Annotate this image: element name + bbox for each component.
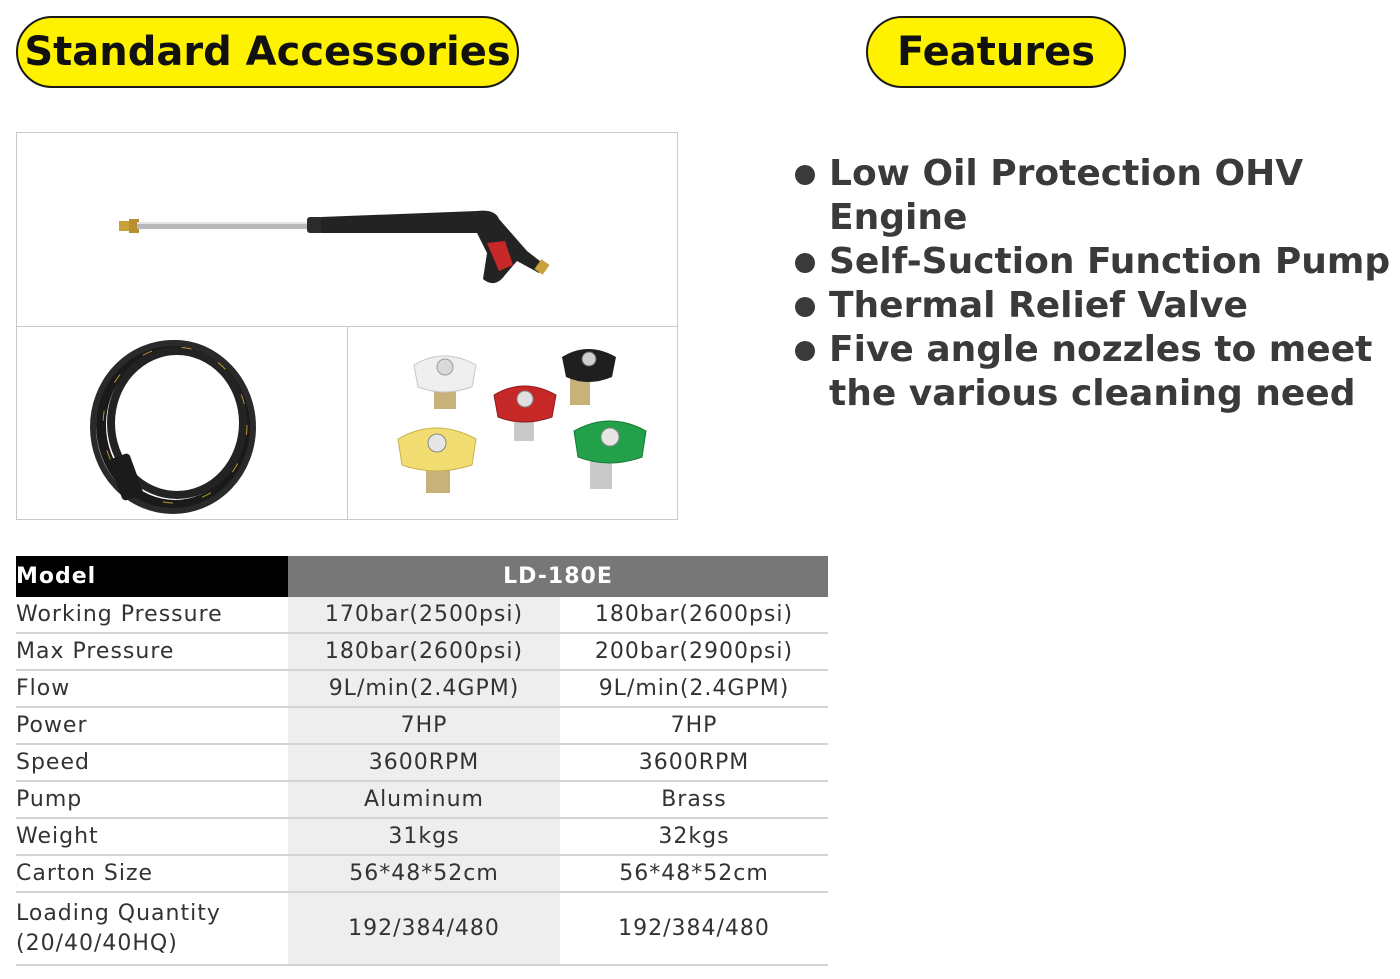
red-nozzle-icon: [494, 386, 556, 441]
header-model-name: LD-180E: [288, 556, 828, 597]
row-value-1: 9L/min(2.4GPM): [288, 670, 560, 707]
table-row: [16, 707, 828, 744]
feature-text: Low Oil Protection OHV Engine: [829, 153, 1304, 238]
row-value-1: 7HP: [288, 707, 560, 744]
row-value-1: 180bar(2600psi): [288, 633, 560, 670]
features-heading: [866, 16, 1126, 88]
row-value-2: 3600RPM: [560, 744, 828, 781]
row-value-2: 56*48*52cm: [560, 855, 828, 892]
row-value-2: 192/384/480: [560, 892, 828, 965]
yellow-nozzle-icon: [398, 428, 476, 493]
table-row: [16, 670, 828, 707]
nozzles-image: [347, 326, 678, 520]
feature-text: Five angle nozzles to meet the various cleaning need: [829, 329, 1373, 414]
standard-accessories-title: Standard Accessories: [24, 29, 511, 75]
table-row: [16, 855, 828, 892]
row-label: Flow: [16, 670, 288, 707]
row-label: Weight: [16, 818, 288, 855]
feature-item: [795, 328, 1395, 416]
bullet-icon: [795, 253, 815, 273]
row-label: Working Pressure: [16, 597, 288, 633]
bullet-icon: [795, 341, 815, 361]
table-row: [16, 633, 828, 670]
row-value-1: 192/384/480: [288, 892, 560, 965]
row-value-2: 32kgs: [560, 818, 828, 855]
features-title: Features: [896, 29, 1096, 75]
spray-gun-image: [16, 132, 678, 327]
spray-gun-icon: [17, 133, 677, 326]
row-value-1: 3600RPM: [288, 744, 560, 781]
row-label: Power: [16, 707, 288, 744]
feature-item: [795, 152, 1395, 240]
table-row: [16, 818, 828, 855]
bullet-icon: [795, 297, 815, 317]
row-value-2: 7HP: [560, 707, 828, 744]
row-value-2: 9L/min(2.4GPM): [560, 670, 828, 707]
row-label: Max Pressure: [16, 633, 288, 670]
nozzles-icon: [348, 327, 677, 519]
table-row: [16, 781, 828, 818]
row-value-1: 170bar(2500psi): [288, 597, 560, 633]
table-row: [16, 744, 828, 781]
table-row: [16, 597, 828, 633]
feature-text: Self-Suction Function Pump: [829, 241, 1391, 282]
feature-item: [795, 240, 1395, 284]
bullet-icon: [795, 165, 815, 185]
features-list: [795, 152, 1395, 416]
feature-text: Thermal Relief Valve: [829, 285, 1248, 326]
row-value-1: 56*48*52cm: [288, 855, 560, 892]
table-header-row: [16, 556, 828, 597]
spec-table: [16, 556, 828, 966]
feature-item: [795, 284, 1395, 328]
hose-image: [16, 326, 348, 520]
hose-icon: [17, 327, 347, 519]
table-row: [16, 892, 828, 965]
row-value-1: Aluminum: [288, 781, 560, 818]
header-model-label: Model: [16, 556, 288, 597]
green-nozzle-icon: [574, 421, 646, 489]
row-value-2: 180bar(2600psi): [560, 597, 828, 633]
row-label: Speed: [16, 744, 288, 781]
black-nozzle-icon: [562, 349, 616, 405]
row-value-1: 31kgs: [288, 818, 560, 855]
row-label: Loading Quantity (20/40/40HQ): [16, 892, 288, 965]
row-label: Carton Size: [16, 855, 288, 892]
row-label: Pump: [16, 781, 288, 818]
row-value-2: 200bar(2900psi): [560, 633, 828, 670]
standard-accessories-heading: [16, 16, 519, 88]
row-value-2: Brass: [560, 781, 828, 818]
white-nozzle-icon: [414, 356, 476, 409]
